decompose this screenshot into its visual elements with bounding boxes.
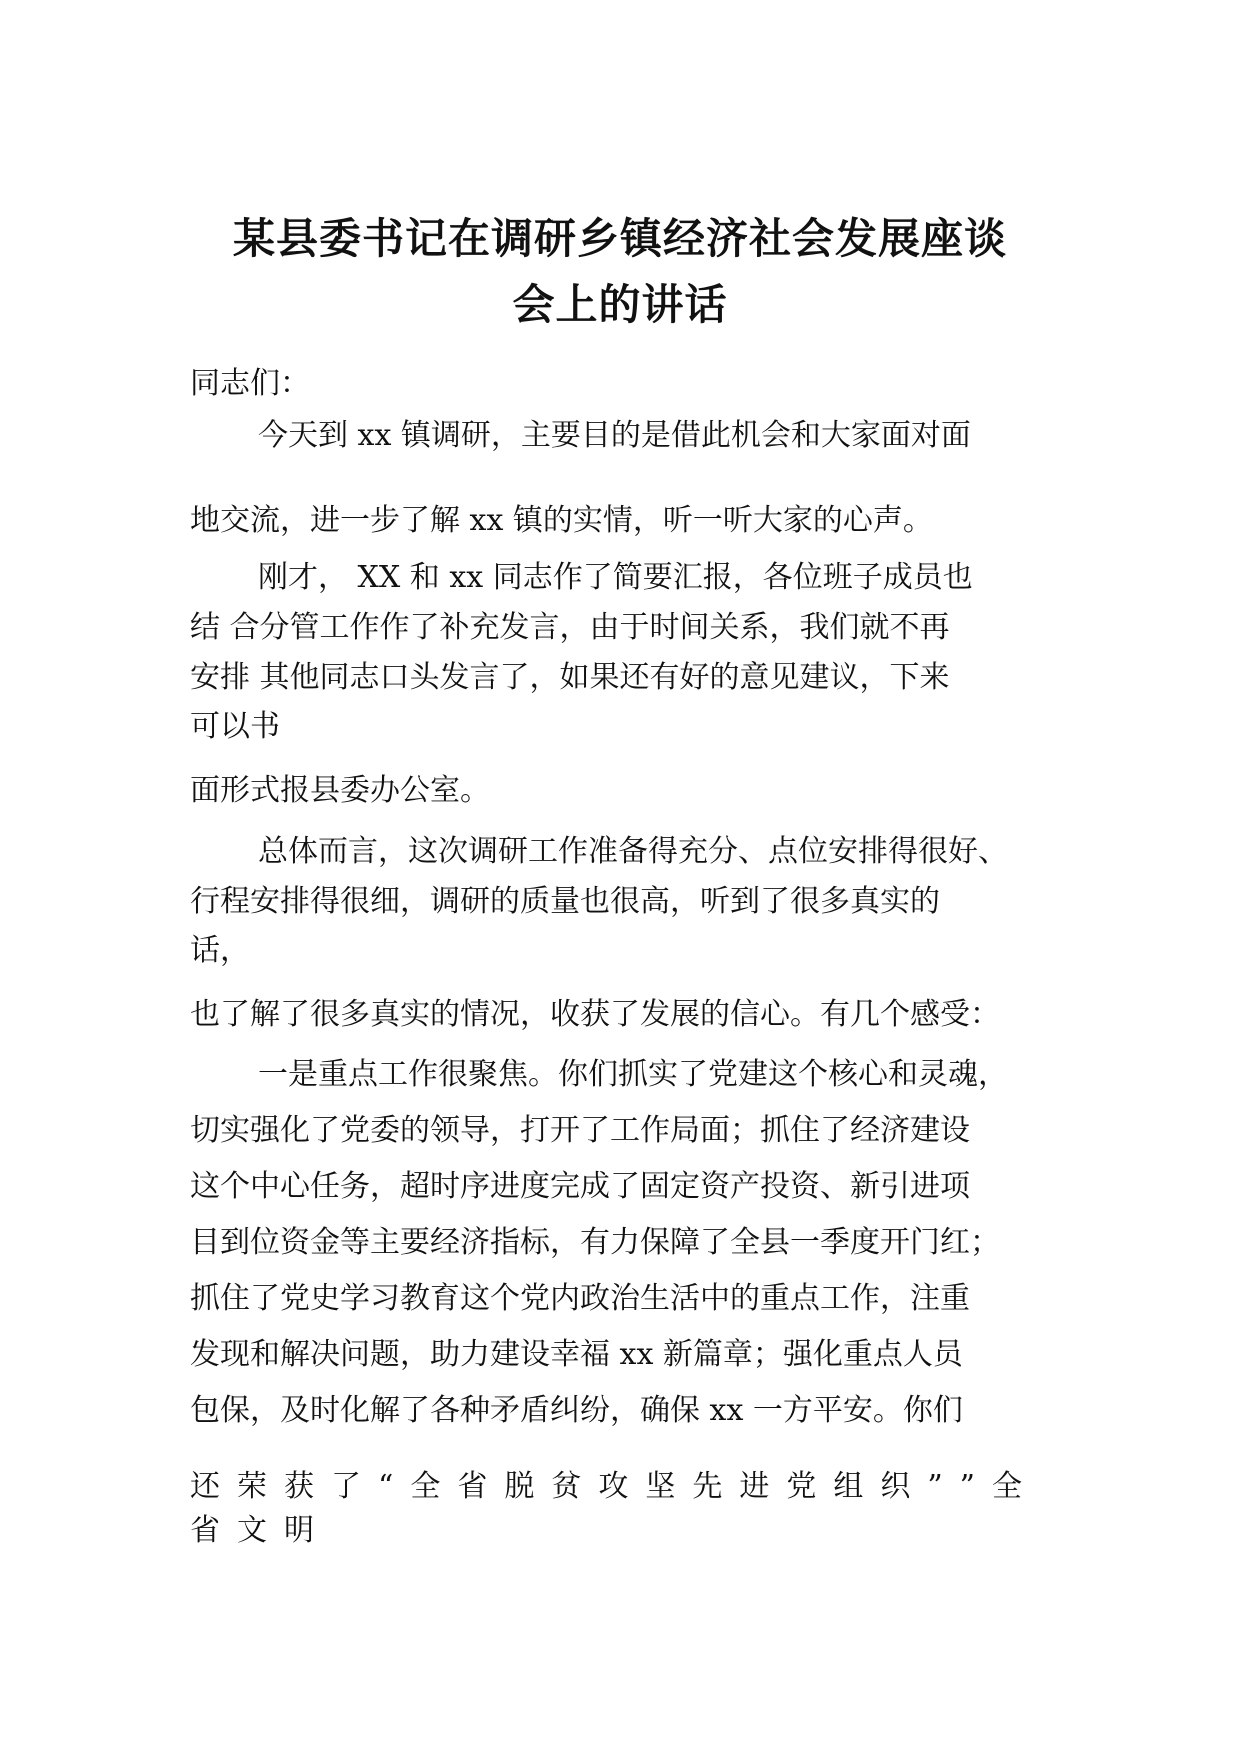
body-line: 一是重点工作很聚焦。你们抓实了党建这个核心和灵魂， xyxy=(258,1057,1008,1092)
body-line: 包保，及时化解了各种矛盾纠纷，确保 xx 一方平安。你们 xyxy=(190,1393,963,1428)
body-line: 面形式报县委办公室。 xyxy=(190,773,490,808)
body-line: 结 合分管工作作了补充发言，由于时间关系，我们就不再 xyxy=(190,610,950,645)
body-line: 还荣获了“全省脱贫攻坚先进党组织””全 xyxy=(190,1469,1040,1504)
body-line: 今天到 xx 镇调研，主要目的是借此机会和大家面对面 xyxy=(258,418,971,453)
body-line: 行程安排得很细，调研的质量也很高，听到了很多真实的 xyxy=(190,884,940,919)
body-line: 切实强化了党委的领导，打开了工作局面；抓住了经济建设 xyxy=(190,1113,970,1148)
body-line: 发现和解决问题，助力建设幸福 xx 新篇章；强化重点人员 xyxy=(190,1337,963,1372)
body-line: 安排 其他同志口头发言了，如果还有好的意见建议，下来 xyxy=(190,660,950,695)
body-line: 总体而言，这次调研工作准备得充分、点位安排得很好、 xyxy=(258,834,1008,869)
body-line: 抓住了党史学习教育这个党内政治生活中的重点工作，注重 xyxy=(190,1281,970,1316)
document-title-line-1: 某县委书记在调研乡镇经济社会发展座谈 xyxy=(232,214,1007,263)
body-line: 也了解了很多真实的情况，收获了发展的信心。有几个感受： xyxy=(190,997,1000,1032)
body-line: 地交流，进一步了解 xx 镇的实情，听一听大家的心声。 xyxy=(190,503,933,538)
document-title-line-2: 会上的讲话 xyxy=(512,280,728,329)
body-line: 省文明 xyxy=(190,1513,331,1548)
body-line: 这个中心任务，超时序进度完成了固定资产投资、新引进项 xyxy=(190,1169,970,1204)
body-line: 刚才， XX 和 xx 同志作了简要汇报，各位班子成员也 xyxy=(258,560,973,595)
salutation: 同志们： xyxy=(190,366,310,401)
body-line: 可以书 xyxy=(190,709,280,744)
body-line: 话， xyxy=(190,933,250,968)
body-line: 目到位资金等主要经济指标，有力保障了全县一季度开门红； xyxy=(190,1225,1000,1260)
